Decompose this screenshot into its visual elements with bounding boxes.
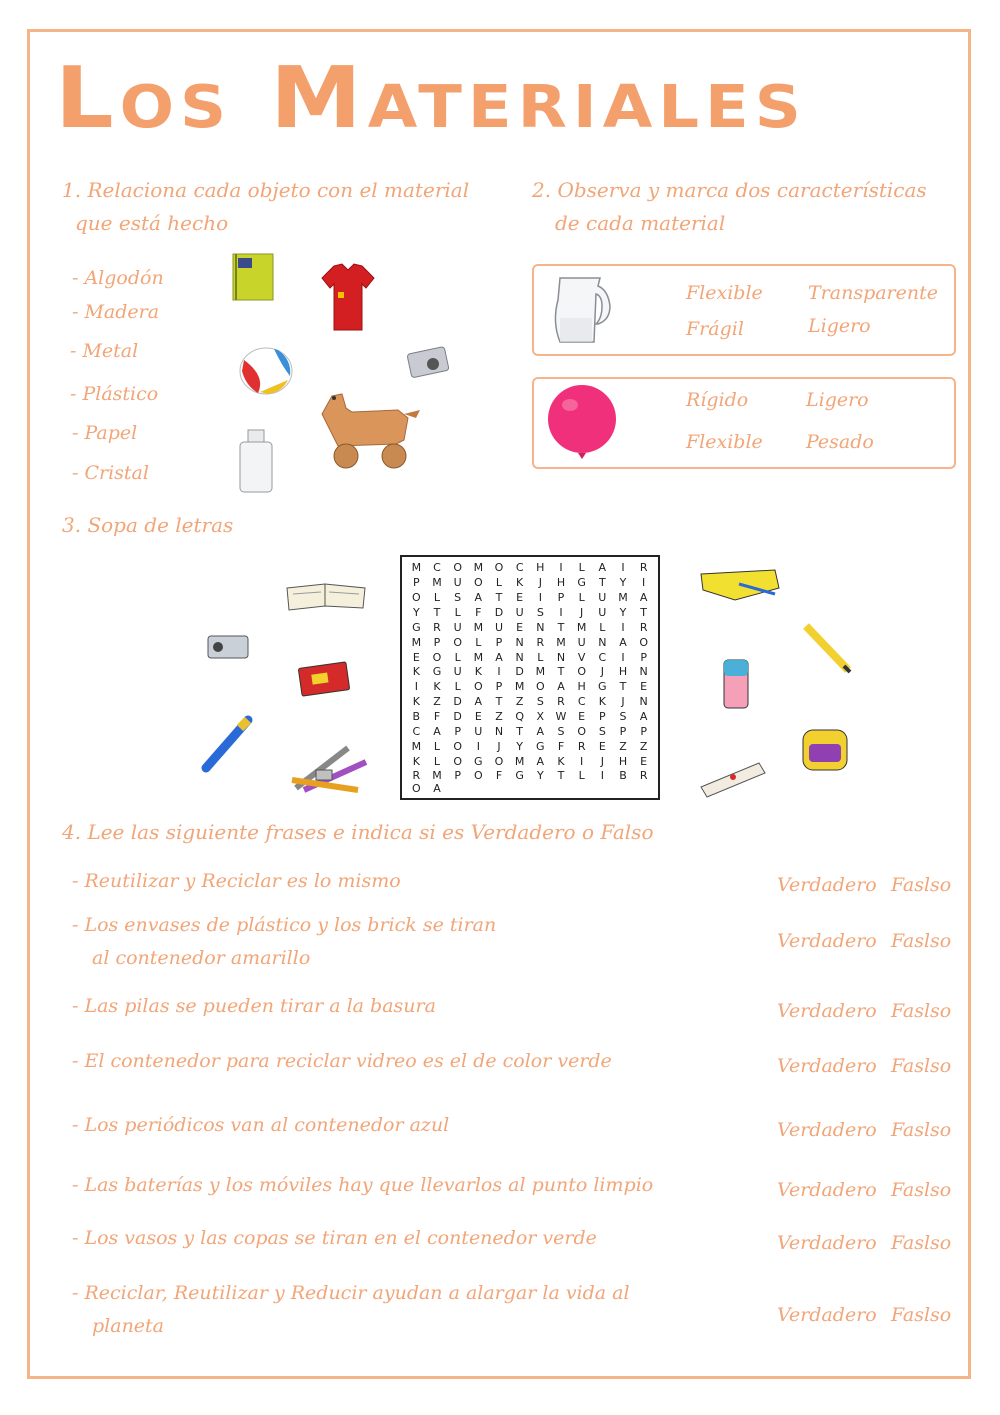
- grid-letter[interactable]: L: [495, 575, 503, 589]
- grid-letter[interactable]: U: [453, 575, 462, 589]
- grid-letter[interactable]: D: [453, 710, 462, 724]
- true-option[interactable]: Verdadero: [777, 1232, 877, 1254]
- grid-letter[interactable]: F: [475, 605, 482, 619]
- grid-letter[interactable]: O: [432, 650, 442, 664]
- grid-letter[interactable]: N: [536, 620, 545, 634]
- notebook-image[interactable]: [230, 252, 278, 302]
- grid-letter[interactable]: G: [536, 740, 545, 754]
- section1-heading-line2: que está hecho: [75, 211, 229, 235]
- grid-letter[interactable]: L: [578, 590, 585, 604]
- grid-letter[interactable]: T: [495, 590, 503, 604]
- statement-text: - Los envases de plástico y los brick se tiran: [72, 914, 497, 936]
- false-option[interactable]: Faslso: [891, 1000, 952, 1022]
- grid-letter[interactable]: L: [537, 650, 544, 664]
- false-option[interactable]: Faslso: [891, 1119, 952, 1141]
- grid-letter[interactable]: L: [475, 635, 482, 649]
- grid-letter[interactable]: R: [639, 769, 648, 782]
- sharpener-image[interactable]: [405, 338, 453, 382]
- pencil-case-icon: [695, 564, 785, 604]
- grid-letter[interactable]: O: [639, 635, 648, 649]
- grid-letter[interactable]: K: [412, 695, 420, 709]
- grid-letter[interactable]: G: [432, 665, 442, 679]
- grid-letter[interactable]: M: [514, 680, 525, 694]
- grid-letter[interactable]: O: [473, 575, 483, 589]
- grid-letter[interactable]: K: [412, 755, 420, 769]
- glass-bottle-image[interactable]: [236, 428, 276, 494]
- grid-letter[interactable]: V: [577, 650, 586, 664]
- grid-letter[interactable]: O: [535, 680, 545, 694]
- grid-letter[interactable]: E: [598, 740, 606, 754]
- grid-letter[interactable]: J: [580, 605, 584, 619]
- grid-letter[interactable]: M: [432, 769, 442, 782]
- grid-letter[interactable]: U: [577, 635, 586, 649]
- grid-letter[interactable]: M: [473, 650, 484, 664]
- grid-letter[interactable]: O: [453, 635, 462, 649]
- grid-letter[interactable]: K: [474, 665, 482, 679]
- grid-letter[interactable]: N: [639, 695, 648, 709]
- grid-letter[interactable]: Y: [516, 740, 524, 754]
- grid-letter[interactable]: A: [639, 710, 648, 724]
- grid-letter[interactable]: T: [433, 605, 441, 619]
- grid-letter[interactable]: C: [412, 725, 421, 739]
- grid-letter[interactable]: M: [411, 560, 422, 574]
- grid-letter[interactable]: N: [494, 725, 504, 739]
- grid-letter[interactable]: Z: [495, 710, 503, 724]
- grid-letter[interactable]: J: [621, 695, 625, 709]
- grid-letter[interactable]: J: [600, 755, 604, 769]
- ruler-icon: [697, 757, 769, 799]
- grid-letter[interactable]: A: [598, 560, 607, 574]
- grid-letter[interactable]: M: [514, 755, 525, 769]
- grid-letter[interactable]: N: [515, 635, 524, 649]
- grid-letter[interactable]: O: [473, 680, 483, 694]
- grid-letter[interactable]: W: [555, 710, 567, 724]
- grid-letter[interactable]: U: [598, 590, 607, 604]
- grid-letter[interactable]: R: [639, 620, 648, 634]
- true-option[interactable]: Verdadero: [777, 1119, 877, 1141]
- grid-letter[interactable]: T: [557, 665, 565, 679]
- grid-letter[interactable]: S: [454, 590, 462, 604]
- grid-letter[interactable]: A: [557, 680, 565, 694]
- grid-letter[interactable]: Y: [619, 605, 627, 619]
- grid-letter[interactable]: C: [598, 650, 607, 664]
- grid-letter[interactable]: K: [557, 755, 565, 769]
- balloon-characteristics-box: [532, 377, 956, 469]
- true-option[interactable]: Verdadero: [777, 874, 877, 896]
- grid-letter[interactable]: F: [433, 710, 441, 724]
- grid-letter[interactable]: S: [557, 725, 565, 739]
- balloon-option-rigido[interactable]: Rígido: [686, 389, 749, 411]
- grid-letter[interactable]: R: [433, 620, 441, 634]
- false-option[interactable]: Faslso: [891, 1179, 952, 1201]
- material-plastico[interactable]: - Plástico: [70, 383, 159, 405]
- closed-book-icon: [296, 659, 354, 699]
- grid-letter[interactable]: E: [516, 620, 524, 634]
- material-algodon[interactable]: - Algodón: [72, 267, 164, 289]
- balloon-option-flexible[interactable]: Flexible: [686, 431, 763, 453]
- grid-letter[interactable]: I: [414, 680, 418, 694]
- jug-characteristics-box: [532, 264, 956, 356]
- grid-letter[interactable]: O: [453, 560, 462, 574]
- grid-letter[interactable]: R: [412, 769, 421, 782]
- grid-letter[interactable]: P: [495, 680, 503, 694]
- grid-letter[interactable]: K: [412, 665, 420, 679]
- grid-letter[interactable]: M: [473, 560, 484, 574]
- grid-letter[interactable]: Z: [433, 695, 441, 709]
- jug-option-ligero[interactable]: Ligero: [808, 315, 871, 337]
- grid-letter[interactable]: A: [474, 590, 483, 604]
- grid-letter[interactable]: E: [640, 755, 648, 769]
- grid-letter[interactable]: T: [557, 620, 565, 634]
- grid-letter[interactable]: Y: [619, 575, 627, 589]
- grid-letter[interactable]: M: [411, 635, 422, 649]
- grid-letter[interactable]: I: [642, 575, 646, 589]
- pen-icon: [200, 714, 256, 774]
- section1-heading-line1: 1. Relaciona cada objeto con el material: [62, 178, 470, 202]
- grid-letter[interactable]: E: [474, 710, 482, 724]
- material-papel[interactable]: - Papel: [72, 422, 138, 444]
- grid-letter[interactable]: T: [598, 575, 606, 589]
- statement-text: - Los periódicos van al contenedor azul: [72, 1114, 450, 1136]
- grid-letter[interactable]: D: [494, 605, 504, 619]
- grid-letter[interactable]: J: [497, 740, 501, 754]
- grid-letter[interactable]: P: [599, 710, 606, 724]
- grid-letter[interactable]: A: [433, 782, 441, 795]
- grid-letter[interactable]: F: [557, 740, 565, 754]
- grid-letter[interactable]: U: [453, 620, 462, 634]
- true-option[interactable]: Verdadero: [777, 1179, 877, 1201]
- grid-letter[interactable]: I: [497, 665, 501, 679]
- grid-letter[interactable]: H: [618, 755, 628, 769]
- grid-letter[interactable]: D: [515, 665, 524, 679]
- grid-letter[interactable]: E: [578, 710, 586, 724]
- grid-letter[interactable]: L: [578, 769, 585, 782]
- backpack-icon: [795, 722, 859, 774]
- grid-letter[interactable]: I: [580, 755, 584, 769]
- grid-letter[interactable]: E: [640, 680, 648, 694]
- grid-letter[interactable]: T: [619, 680, 627, 694]
- grid-letter[interactable]: A: [474, 695, 483, 709]
- grid-letter[interactable]: M: [535, 665, 546, 679]
- grid-letter[interactable]: U: [474, 725, 483, 739]
- grid-letter[interactable]: C: [577, 695, 586, 709]
- word-search-grid[interactable]: [400, 555, 660, 800]
- section2-heading-line2: de cada material: [555, 211, 726, 235]
- grid-letter[interactable]: K: [433, 680, 441, 694]
- statement-text-continued: planeta: [92, 1315, 165, 1337]
- grid-letter[interactable]: J: [600, 665, 604, 679]
- eraser-icon: [720, 656, 752, 712]
- grid-letter[interactable]: T: [495, 695, 503, 709]
- grid-letter[interactable]: P: [454, 769, 461, 782]
- grid-letter[interactable]: M: [556, 635, 566, 649]
- true-option[interactable]: Verdadero: [777, 1304, 877, 1326]
- grid-letter[interactable]: L: [599, 620, 606, 634]
- material-madera[interactable]: - Madera: [72, 301, 160, 323]
- grid-letter[interactable]: L: [454, 605, 461, 619]
- grid-letter[interactable]: L: [578, 560, 585, 574]
- material-metal[interactable]: - Metal: [70, 340, 139, 362]
- grid-letter[interactable]: I: [621, 650, 625, 664]
- grid-letter[interactable]: I: [559, 560, 563, 574]
- grid-letter[interactable]: N: [556, 650, 566, 664]
- grid-letter[interactable]: R: [557, 695, 565, 709]
- grid-letter[interactable]: T: [640, 605, 648, 619]
- grid-letter[interactable]: R: [639, 560, 648, 574]
- grid-letter[interactable]: C: [515, 560, 524, 574]
- grid-letter[interactable]: A: [433, 725, 441, 739]
- grid-letter[interactable]: N: [598, 635, 607, 649]
- grid-letter[interactable]: Z: [639, 740, 648, 754]
- grid-letter[interactable]: P: [557, 590, 565, 604]
- statement-text: - Reutilizar y Reciclar es lo mismo: [72, 870, 401, 892]
- grid-letter[interactable]: L: [433, 755, 441, 769]
- grid-letter[interactable]: L: [433, 590, 441, 604]
- false-option[interactable]: Faslso: [891, 930, 952, 952]
- pencil-icon: [800, 620, 856, 678]
- grid-letter[interactable]: O: [577, 665, 586, 679]
- statement-text: - El contenedor para reciclar vidreo es el de color verde: [72, 1050, 612, 1072]
- grid-letter[interactable]: P: [640, 725, 647, 739]
- grid-letter[interactable]: N: [639, 665, 648, 679]
- grid-letter[interactable]: R: [536, 635, 545, 649]
- grid-letter[interactable]: S: [536, 605, 544, 619]
- false-option[interactable]: Faslso: [891, 874, 952, 896]
- school-supplies-icon: [286, 740, 376, 798]
- grid-letter[interactable]: G: [474, 755, 483, 769]
- grid-letter[interactable]: I: [538, 590, 542, 604]
- grid-letter[interactable]: U: [598, 605, 607, 619]
- grid-letter[interactable]: O: [494, 560, 504, 574]
- jug-option-flexible[interactable]: Flexible: [686, 282, 763, 304]
- sharpener-icon: [204, 630, 256, 662]
- grid-letter[interactable]: K: [598, 695, 606, 709]
- grid-letter[interactable]: T: [516, 725, 524, 739]
- grid-letter[interactable]: B: [412, 710, 421, 724]
- grid-letter[interactable]: I: [559, 605, 563, 619]
- jug-image: [546, 272, 618, 348]
- grid-letter[interactable]: P: [619, 725, 627, 739]
- jug-option-fragil[interactable]: Frágil: [686, 318, 744, 340]
- shirt-image[interactable]: [320, 262, 376, 334]
- grid-letter[interactable]: A: [495, 650, 503, 664]
- grid-letter[interactable]: A: [619, 635, 627, 649]
- grid-letter[interactable]: D: [453, 695, 462, 709]
- grid-letter[interactable]: G: [412, 620, 421, 634]
- grid-letter[interactable]: S: [619, 710, 627, 724]
- grid-letter[interactable]: O: [453, 755, 462, 769]
- grid-letter[interactable]: P: [454, 725, 461, 739]
- statement-text: - Las baterías y los móviles hay que llevarlos al punto limpio: [72, 1174, 654, 1196]
- grid-letter[interactable]: S: [536, 695, 544, 709]
- grid-letter[interactable]: E: [412, 650, 420, 664]
- grid-letter[interactable]: G: [515, 769, 524, 782]
- false-option[interactable]: Faslso: [891, 1232, 952, 1254]
- grid-letter[interactable]: P: [413, 575, 420, 589]
- balloon-image: [542, 383, 622, 467]
- statement-text-continued: al contenedor amarillo: [92, 947, 311, 969]
- grid-letter[interactable]: M: [432, 575, 442, 589]
- grid-letter[interactable]: O: [411, 782, 421, 795]
- grid-letter[interactable]: Q: [515, 710, 524, 724]
- grid-letter[interactable]: A: [536, 725, 545, 739]
- grid-letter[interactable]: P: [433, 635, 441, 649]
- section3-heading: 3. Sopa de letras: [62, 513, 234, 537]
- grid-letter[interactable]: P: [495, 635, 503, 649]
- section4-heading: 4. Lee las siguiente frases e indica si es Verdadero o Falso: [62, 820, 654, 844]
- page-title: Los Materiales: [55, 48, 807, 148]
- grid-letter[interactable]: H: [618, 665, 628, 679]
- grid-letter[interactable]: M: [473, 620, 484, 634]
- grid-letter[interactable]: U: [515, 605, 524, 619]
- statement-text: - Los vasos y las copas se tiran en el contenedor verde: [72, 1227, 597, 1249]
- grid-letter[interactable]: M: [576, 620, 587, 634]
- true-option[interactable]: Verdadero: [777, 1000, 877, 1022]
- grid-letter[interactable]: Y: [536, 769, 544, 782]
- grid-letter[interactable]: M: [618, 590, 628, 604]
- grid-letter[interactable]: O: [494, 755, 504, 769]
- true-option[interactable]: Verdadero: [777, 1055, 877, 1077]
- wooden-horse-image[interactable]: [312, 390, 424, 472]
- grid-letter[interactable]: H: [536, 560, 545, 574]
- grid-letter[interactable]: G: [577, 575, 586, 589]
- grid-letter[interactable]: A: [639, 590, 648, 604]
- true-option[interactable]: Verdadero: [777, 930, 877, 952]
- grid-letter[interactable]: L: [454, 680, 461, 694]
- grid-letter[interactable]: X: [536, 710, 545, 724]
- grid-letter[interactable]: H: [556, 575, 566, 589]
- grid-letter[interactable]: Z: [515, 695, 524, 709]
- grid-letter[interactable]: B: [619, 769, 627, 782]
- grid-letter[interactable]: O: [473, 769, 483, 782]
- grid-letter[interactable]: T: [557, 769, 565, 782]
- open-book-icon: [283, 580, 369, 614]
- grid-letter[interactable]: C: [433, 560, 441, 574]
- grid-letter[interactable]: F: [495, 769, 503, 782]
- grid-letter[interactable]: I: [621, 560, 625, 574]
- grid-letter[interactable]: K: [516, 575, 524, 589]
- grid-letter[interactable]: G: [598, 680, 607, 694]
- jug-option-transparente[interactable]: Transparente: [808, 282, 939, 304]
- grid-letter[interactable]: I: [621, 620, 625, 634]
- grid-letter[interactable]: Z: [619, 740, 627, 754]
- grid-letter[interactable]: U: [453, 665, 462, 679]
- grid-letter[interactable]: P: [640, 650, 647, 664]
- grid-letter[interactable]: L: [454, 650, 461, 664]
- grid-letter[interactable]: O: [411, 590, 421, 604]
- balloon-option-ligero[interactable]: Ligero: [806, 389, 869, 411]
- grid-letter[interactable]: U: [494, 620, 504, 634]
- section2-heading-line1: 2. Observa y marca dos características: [532, 178, 927, 202]
- grid-letter[interactable]: N: [515, 650, 524, 664]
- grid-letter[interactable]: H: [577, 680, 586, 694]
- grid-letter[interactable]: Y: [412, 605, 420, 619]
- grid-letter[interactable]: S: [598, 725, 606, 739]
- statement-text: - Las pilas se pueden tirar a la basura: [72, 995, 436, 1017]
- grid-letter[interactable]: E: [516, 590, 524, 604]
- false-option[interactable]: Faslso: [891, 1304, 952, 1326]
- statement-text: - Reciclar, Reutilizar y Reducir ayudan a alargar la vida al: [72, 1282, 630, 1304]
- grid-letter[interactable]: I: [600, 769, 604, 782]
- grid-letter[interactable]: A: [536, 755, 545, 769]
- grid-letter[interactable]: L: [433, 740, 441, 754]
- grid-letter[interactable]: O: [453, 740, 462, 754]
- beach-ball-image[interactable]: [238, 346, 294, 396]
- grid-letter[interactable]: O: [577, 725, 586, 739]
- grid-letter[interactable]: J: [538, 575, 542, 589]
- material-cristal[interactable]: - Cristal: [72, 462, 149, 484]
- false-option[interactable]: Faslso: [891, 1055, 952, 1077]
- grid-letter[interactable]: M: [411, 740, 422, 754]
- balloon-option-pesado[interactable]: Pesado: [806, 431, 874, 453]
- grid-letter[interactable]: I: [476, 740, 480, 754]
- grid-letter[interactable]: R: [577, 740, 586, 754]
